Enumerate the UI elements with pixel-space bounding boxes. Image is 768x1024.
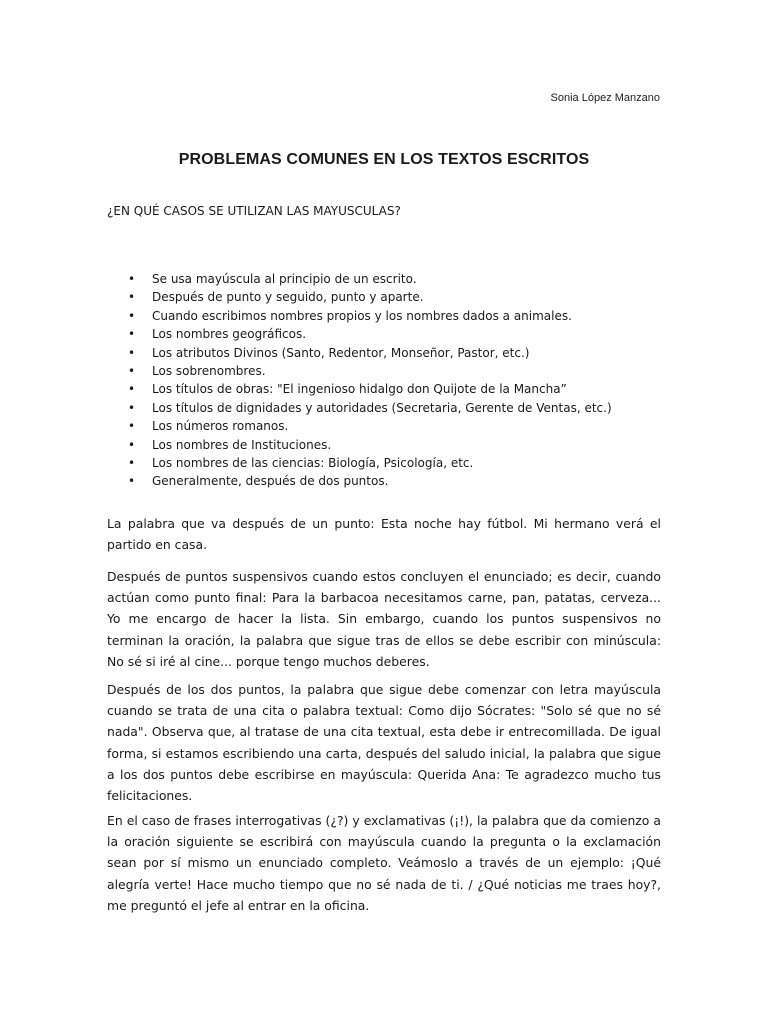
paragraph-2: Después de puntos suspensivos cuando estos concluyen el enunciado; es decir, cuando actúan como punto final: Para la barbacoa necesitamos carne, pan, patatas, cerveza... Yo me encargo de hacer la lista. Sin embargo, cuando los puntos suspensivos no terminan la oración, la palabra que sigue tras de ellos se debe escribir con minúscula: No sé si iré al cine... porque tengo muchos deberes. — [107, 569, 661, 669]
bullet-icon: • — [128, 290, 136, 305]
paragraph-1: La palabra que va después de un punto: Esta noche hay fútbol. Mi hermano verá el partido en casa. — [107, 516, 661, 553]
list-item-text: Los nombres de las ciencias: Biología, Psicología, etc. — [152, 455, 474, 470]
list-item — [107, 436, 612, 454]
list-item-text: Los atributos Divinos (Santo, Redentor, Monseñor, Pastor, etc.) — [152, 345, 530, 360]
bullet-icon: • — [128, 437, 136, 452]
document-title: PROBLEMAS COMUNES EN LOS TEXTOS ESCRITOS — [178, 151, 590, 168]
bullet-list — [107, 270, 612, 491]
bullet-icon: • — [128, 345, 136, 360]
list-item — [107, 307, 612, 325]
list-item — [107, 472, 612, 490]
bullet-icon: • — [128, 363, 136, 378]
list-item-text: Cuando escribimos nombres propios y los nombres dados a animales. — [152, 308, 572, 323]
list-item — [107, 344, 612, 362]
list-item-text: Los sobrenombres. — [152, 363, 266, 378]
paragraph-3: Después de los dos puntos, la palabra que sigue debe comenzar con letra mayúscula cuando se trata de una cita o palabra textual: Como dijo Sócrates: "Solo sé que no sé nada". Observa que, al tratase de una cita textual, esta debe ir entrecomillada. De igual forma, si estamos escribiendo una carta, después del saludo inicial, la palabra que sigue a los dos puntos debe escribirse en mayúscula: Querida Ana: Te agradezco mucho tus felicitaciones. — [107, 682, 661, 804]
author-name: Sonia López Manzano — [550, 92, 660, 104]
paragraph-4: En el caso de frases interrogativas (¿?) y exclamativas (¡!), la palabra que da comienzo a la oración siguiente se escribirá con mayúscula cuando la pregunta o la exclamación sean por sí mismo un enunciado completo. Veámoslo a través de un ejemplo: ¡Qué alegría verte! Hace mucho tiempo que no sé nada de ti. / ¿Qué noticias me traes hoy?, me preguntó el jefe al entrar en la oficina. — [107, 813, 661, 913]
list-item — [107, 454, 612, 472]
list-item-text: Los títulos de dignidades y autoridades (Secretaria, Gerente de Ventas, etc.) — [152, 400, 612, 415]
list-item-text: Los títulos de obras: "El ingenioso hidalgo don Quijote de la Mancha” — [152, 382, 567, 397]
list-item-text: Los nombres de Instituciones. — [152, 437, 332, 452]
list-item — [107, 288, 612, 306]
list-item-text: Los números romanos. — [152, 419, 289, 434]
bullet-icon: • — [128, 382, 136, 397]
list-item-text: Los nombres geográficos. — [152, 327, 307, 342]
list-item — [107, 270, 612, 288]
bullet-icon: • — [128, 474, 136, 489]
section-heading: ¿EN QUÉ CASOS SE UTILIZAN LAS MAYUSCULAS? — [107, 204, 401, 218]
list-item-text: Generalmente, después de dos puntos. — [152, 474, 389, 489]
list-item — [107, 362, 612, 380]
bullet-icon: • — [128, 327, 136, 342]
bullet-icon: • — [128, 419, 136, 434]
bullet-icon: • — [128, 272, 136, 286]
list-item-text: Se usa mayúscula al principio de un escrito. — [152, 272, 417, 286]
bullet-icon: • — [128, 308, 136, 323]
list-item — [107, 325, 612, 343]
list-item — [107, 399, 612, 417]
bullet-icon: • — [128, 455, 136, 470]
bullet-icon: • — [128, 400, 136, 415]
list-item-text: Después de punto y seguido, punto y aparte. — [152, 290, 424, 305]
list-item — [107, 380, 612, 398]
list-item — [107, 417, 612, 435]
